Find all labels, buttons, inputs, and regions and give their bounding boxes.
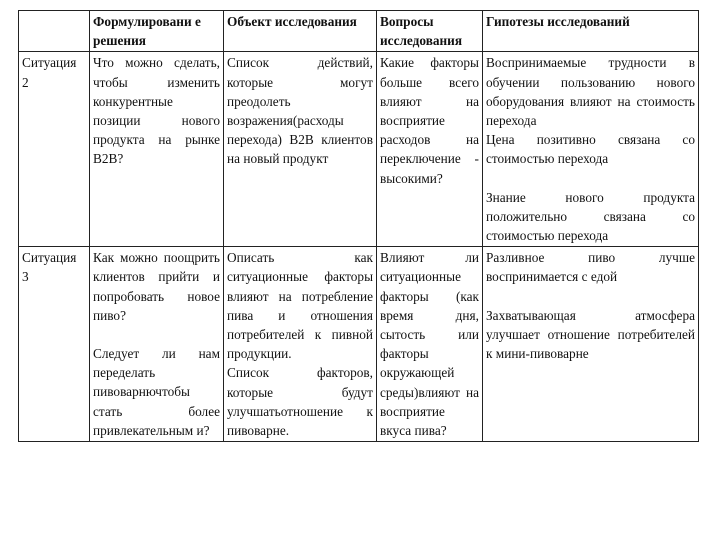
header-questions: Вопросы исследования xyxy=(377,11,483,52)
question-cell: Какие факторы больше всего влияют на восприятие расходов на переключение - высокими? xyxy=(377,52,483,247)
table-row-situation-3 xyxy=(19,247,699,442)
object-cell xyxy=(224,247,377,442)
hypotheses-cell xyxy=(483,52,699,247)
header-object: Объект исследования xyxy=(224,11,377,52)
table-header-row xyxy=(19,11,699,52)
hypotheses-cell xyxy=(483,247,699,442)
decision-text: Следует ли нам переделать пивоварнючтобы стать более привлекательным и? xyxy=(93,346,220,438)
hypothesis-text: Цена позитивно связана со стоимостью перехода xyxy=(486,132,695,167)
decision-cell: Что можно сделать, чтобы изменить конкурентные позиции нового продукта на рынке В2В? xyxy=(90,52,224,247)
decision-text: Как можно поощрить клиентов прийти и попробовать новое пиво? xyxy=(93,250,220,323)
hypothesis-text: Захватывающая атмосфера улучшает отношение потребителей к мини-пивоварне xyxy=(486,307,695,362)
header-hypotheses: Гипотезы исследований xyxy=(483,11,699,52)
research-table xyxy=(18,10,699,442)
object-text: Список факторов, которые будут улучшатьотношение к пивоварне. xyxy=(227,365,373,439)
situation-label: Ситуация 2 xyxy=(19,52,90,247)
decision-cell xyxy=(90,247,224,442)
hypothesis-text: Знание нового продукта положительно связана со стоимостью перехода xyxy=(486,189,695,244)
table-row-situation-2 xyxy=(19,52,699,247)
header-cell-empty xyxy=(19,11,90,52)
header-decision: Формулировани е решения xyxy=(90,11,224,52)
situation-label: Ситуация 3 xyxy=(19,247,90,442)
object-cell: Список действий, которые могут преодолеть возражения(расходы перехода) В2В клиентов на новый продукт xyxy=(224,52,377,247)
question-cell: Влияют ли ситуационные факторы (как время дня, сытость или факторы окружающей среды)влияют на восприятие вкуса пива? xyxy=(377,247,483,442)
object-text: Описать как ситуационные факторы влияют на потребление пива и отношения потребителей к пивной продукции. xyxy=(227,250,373,362)
hypothesis-text: Разливное пиво лучше воспринимается с едой xyxy=(486,250,695,285)
hypothesis-text: Воспринимаемые трудности в обучении пользованию нового оборудования влияют на стоимость перехода xyxy=(486,55,695,129)
